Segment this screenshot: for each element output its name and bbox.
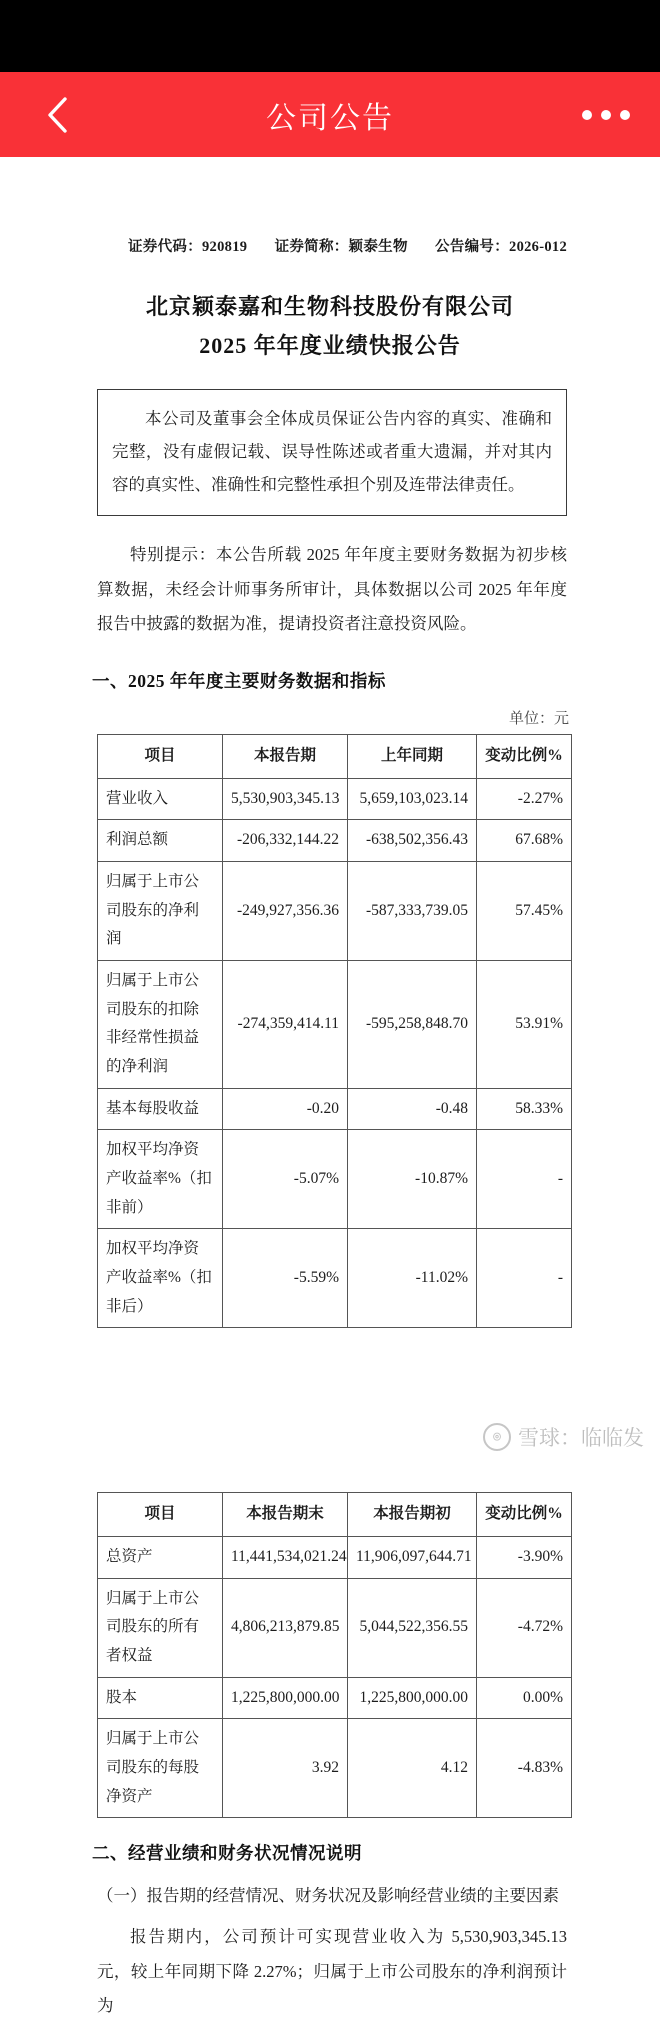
ellipsis-icon [620,110,630,120]
row-change-value: - [477,1229,572,1328]
disclaimer-text: 本公司及董事会全体成员保证公告内容的真实、准确和完整，没有虚假记载、误导性陈述或者重大遗漏，并对其内容的真实性、准确性和完整性承担个别及连带法律责任。 [112,409,552,494]
xueqiu-logo-icon: ⌾ [483,1423,511,1451]
chevron-left-icon [45,95,71,135]
security-code: 证券代码：920819 [128,239,248,255]
status-bar [0,0,660,72]
row-change-value: - [477,1130,572,1229]
row-previous-value: 5,659,103,023.14 [348,778,477,820]
column-header-item: 项目 [98,1493,223,1537]
table-row [98,861,572,960]
row-previous-value: 4.12 [348,1719,477,1818]
row-current-value: -274,359,414.11 [223,960,348,1088]
row-current-value: 11,441,534,021.24 [223,1537,348,1579]
column-header-period-start: 本报告期初 [348,1493,477,1537]
column-header-change: 变动比例% [477,734,572,778]
row-current-value: 4,806,213,879.85 [223,1578,348,1677]
column-header-previous: 上年同期 [348,734,477,778]
section-heading-2: 二、经营业绩和财务状况情况说明 [92,1843,362,1864]
row-current-value: 3.92 [223,1719,348,1818]
row-item-label: 归属于上市公司股东的每股净资产 [98,1719,223,1818]
ellipsis-icon [582,110,592,120]
row-change-value: 53.91% [477,960,572,1088]
row-current-value: -5.59% [223,1229,348,1328]
table-row [98,1130,572,1229]
row-change-value: 57.45% [477,861,572,960]
table-row [98,960,572,1088]
column-header-item: 项目 [98,734,223,778]
table-row [98,1537,572,1579]
row-previous-value: -0.48 [348,1088,477,1130]
row-current-value: 1,225,800,000.00 [223,1677,348,1719]
more-options-button[interactable] [582,110,630,120]
row-item-label: 基本每股收益 [98,1088,223,1130]
row-previous-value: -10.87% [348,1130,477,1229]
document-tail [0,2024,660,2034]
back-button[interactable] [38,95,78,135]
table-row [98,1578,572,1677]
row-change-value: -4.83% [477,1719,572,1818]
row-previous-value: -638,502,356.43 [348,820,477,862]
financial-table-2 [97,1492,572,1818]
row-item-label: 加权平均净资产收益率%（扣非后） [98,1229,223,1328]
row-current-value: -249,927,356.36 [223,861,348,960]
app-header-bar [0,72,660,157]
row-item-label: 加权平均净资产收益率%（扣非前） [98,1130,223,1229]
row-item-label: 营业收入 [98,778,223,820]
page-title: 公司公告 [266,101,394,135]
row-current-value: 5,530,903,345.13 [223,778,348,820]
row-item-label: 总资产 [98,1537,223,1579]
section-heading-1: 一、2025 年年度主要财务数据和指标 [92,670,386,691]
row-item-label: 利润总额 [98,820,223,862]
row-current-value: -206,332,144.22 [223,820,348,862]
row-previous-value: 1,225,800,000.00 [348,1677,477,1719]
announcement-title: 2025 年年度业绩快报公告 [199,332,461,358]
company-name: 北京颖泰嘉和生物科技股份有限公司 [145,294,514,319]
row-previous-value: 5,044,522,356.55 [348,1578,477,1677]
announcement-document [0,235,660,2034]
row-item-label: 归属于上市公司股东的所有者权益 [98,1578,223,1677]
row-previous-value: 11,906,097,644.71 [348,1537,477,1579]
table-header-row [98,734,572,778]
table-row [98,1677,572,1719]
row-change-value: -4.72% [477,1578,572,1677]
row-current-value: -0.20 [223,1088,348,1130]
disclaimer-box [97,389,567,516]
table-row [98,820,572,862]
column-header-current: 本报告期 [223,734,348,778]
table-row [98,1719,572,1818]
document-title [0,288,660,365]
row-previous-value: -595,258,848.70 [348,960,477,1088]
financial-table-1 [97,734,572,1328]
security-meta-line [128,235,567,256]
table-row [98,1088,572,1130]
column-header-change: 变动比例% [477,1493,572,1537]
special-tip-paragraph: 特别提示：本公告所载 2025 年年度主要财务数据为初步核算数据，未经会计师事务所审计，具体数据以公司 2025 年年度报告中披露的数据为准，提请投资者注意投资风险。 [97,545,567,634]
table-row [98,778,572,820]
row-change-value: -2.27% [477,778,572,820]
row-previous-value: -587,333,739.05 [348,861,477,960]
table-row [98,1229,572,1328]
unit-label: 单位：元 [508,710,569,727]
row-current-value: -5.07% [223,1130,348,1229]
ellipsis-icon [601,110,611,120]
announcement-number: 公告编号：2026-012 [435,239,567,255]
watermark-text: 雪球：临临发 [518,1427,644,1450]
row-change-value: 58.33% [477,1088,572,1130]
table-spacer [0,1328,660,1492]
subsection-paragraph-1: 报告期内，公司预计可实现营业收入为 5,530,903,345.13 元，较上年同期下降 2.27%；归属于上市公司股东的净利润预计为 [97,1927,567,2016]
row-item-label: 归属于上市公司股东的扣除非经常性损益的净利润 [98,960,223,1088]
row-change-value: 67.68% [477,820,572,862]
row-change-value: 0.00% [477,1677,572,1719]
row-item-label: 股本 [98,1677,223,1719]
column-header-period-end: 本报告期末 [223,1493,348,1537]
security-name: 证券简称：颖泰生物 [274,239,408,255]
row-change-value: -3.90% [477,1537,572,1579]
row-previous-value: -11.02% [348,1229,477,1328]
table-header-row [98,1493,572,1537]
subsection-heading-1: （一）报告期的经营情况、财务状况及影响经营业绩的主要因素 [97,1886,559,1906]
row-item-label: 归属于上市公司股东的净利润 [98,861,223,960]
